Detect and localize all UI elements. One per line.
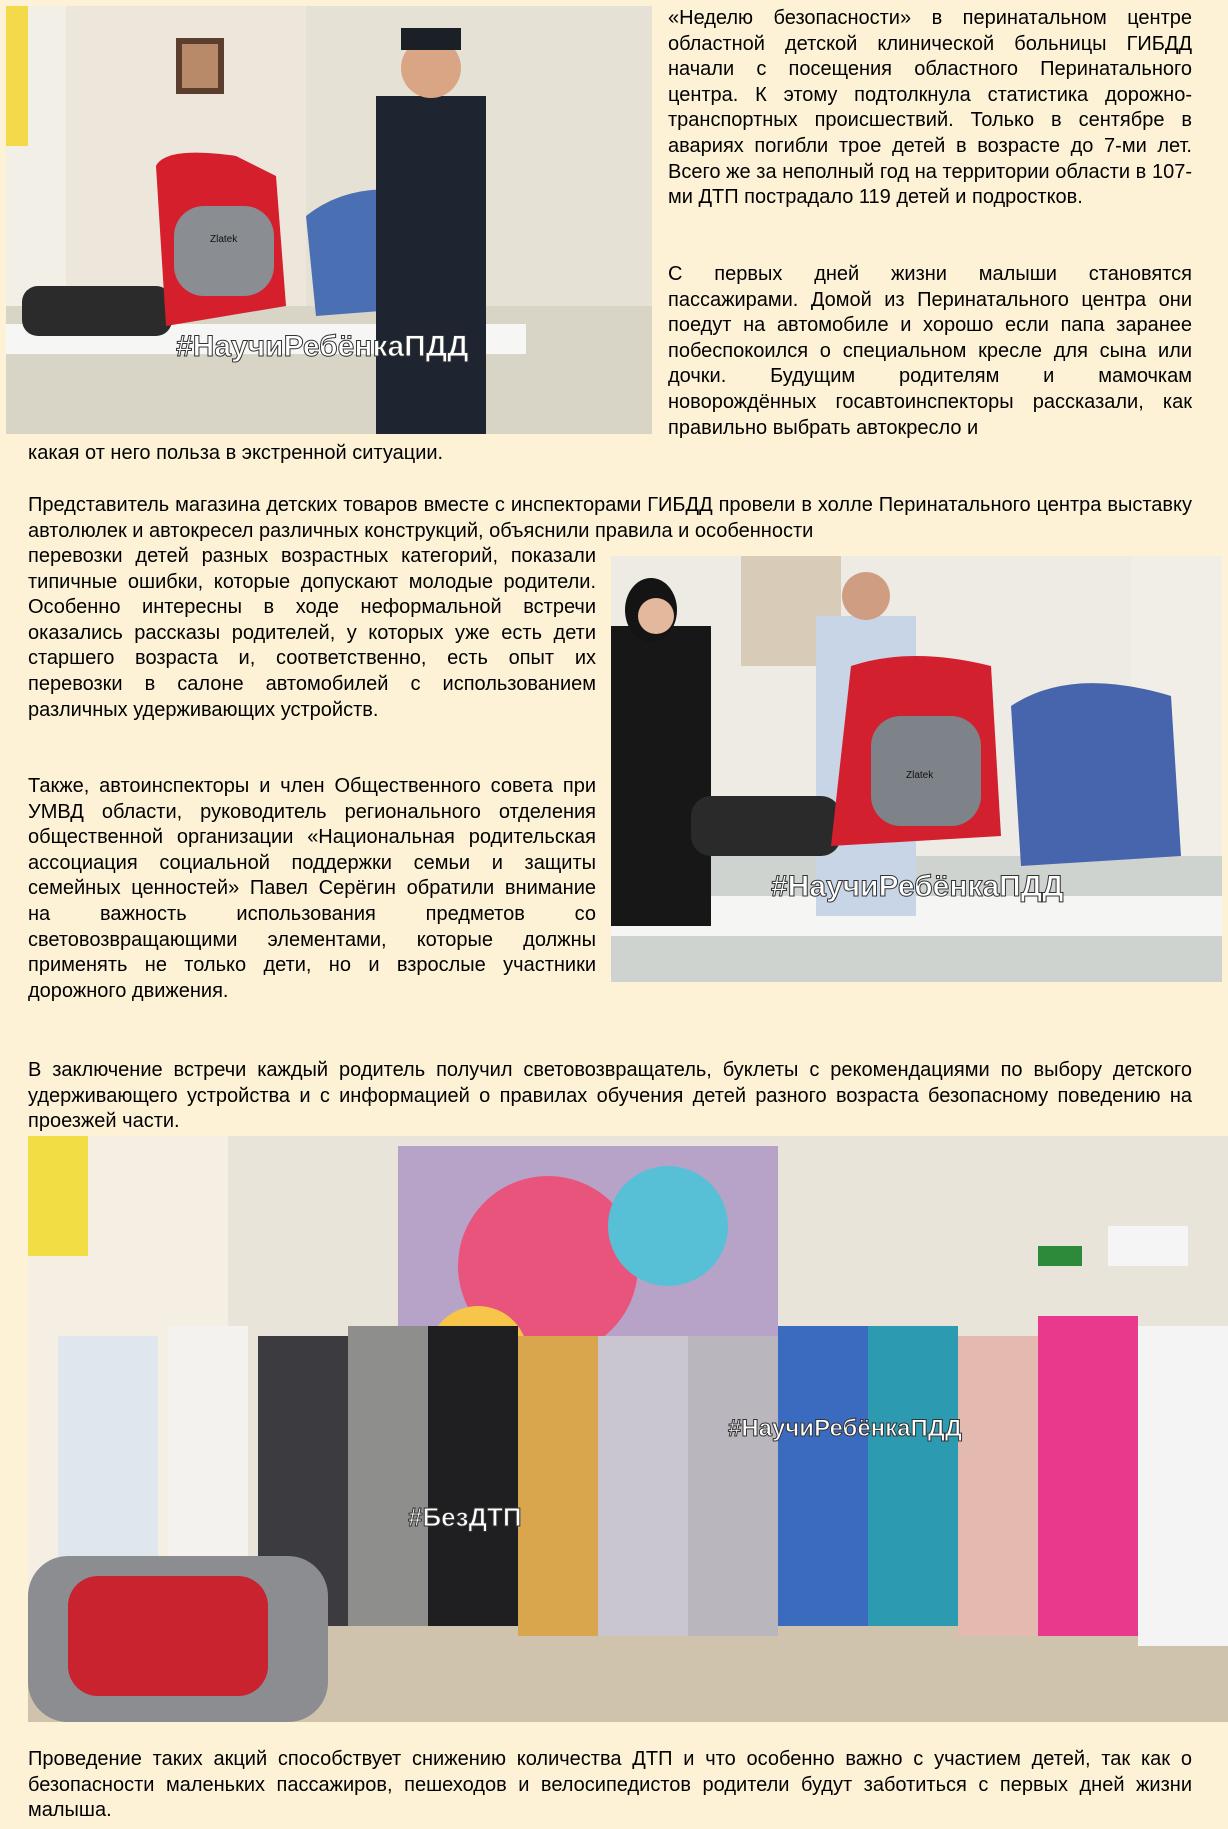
- brand-label: Zlatek: [210, 234, 238, 245]
- paragraph-week-of-safety: «Неделю безопасности» в перинатальном центре областной детской клинической больницы ГИБДД начали с посещения областного Перинатального центра. К этому подтолкнула статистика дорожно-транспортных происшествий. Только в сентябре в авариях погибли трое детей в возрасте до 7-ми лет. Всего же за неполный год на территории области в 107-ми ДТП пострадало 119 детей и подростков.: [668, 7, 1192, 209]
- hashtag-sign: #НаучиРебёнкаПДД: [728, 1415, 962, 1442]
- photo-officer-car-seats: [6, 6, 652, 434]
- photo-officer-car-seats-drawing: [6, 6, 652, 434]
- photo-group: [28, 1136, 1228, 1722]
- photo-exhibition-seats: [611, 556, 1222, 982]
- brand-label: Zlatek: [906, 770, 934, 781]
- photo-group-drawing: [28, 1136, 1228, 1722]
- paragraph-conclusion: В заключение встречи каждый родитель получил световозвращатель, буклеты с рекомендациями по выбору детского удерживающего устройства и с информацией о правилах обучения детей разного возраста безопасному поведению на проезжей части.: [28, 1059, 1192, 1133]
- paragraph-first-days-end: какая от него польза в экстренной ситуации.: [28, 442, 444, 464]
- paragraph-closing: Проведение таких акций способствует снижению количества ДТП и что особенно важно с участием детей, так как о безопасности маленьких пассажиров, пешеходов и велосипедистов родители будут заботиться с первых дней жизни малыша.: [28, 1748, 1192, 1822]
- photo-exhibition-seats-drawing: [611, 556, 1222, 982]
- paragraph-first-days: С первых дней жизни малыши становятся пассажирами. Домой из Перинатального центра они поедут на автомобиле и хорошо если папа заранее побеспокоился о специальном кресле для сына или дочки. Будущим родителям и мамочкам новорождённых госавтоинспекторы рассказали, как правильно выбрать автокресло и: [668, 263, 1192, 439]
- paragraph-exhibition: Представитель магазина детских товаров вместе с инспекторами ГИБДД провели в холле Перинатального центра выставку автолюлек и автокресел различных конструкций, объяснили правила и особенности: [28, 494, 1192, 542]
- paragraph-exhibition-cont: перевозки детей разных возрастных категорий, показали типичные ошибки, которые допускают молодые родители. Особенно интересны в ходе неформальной встречи оказались рассказы родителей, у которых уже есть дети старшего возраста и, соответственно, есть опыт их перевозки в салоне автомобилей с использованием различных удерживающих устройств.: [28, 545, 596, 721]
- hashtag-sign: #НаучиРебёнкаПДД: [771, 870, 1064, 903]
- paragraph-reflectors: Также, автоинспекторы и член Общественного совета при УМВД области, руководитель регионального отделения общественной организации «Национальная родительская ассоциация социальной поддержки семьи и защиты семейных ценностей» Павел Серёгин обратили внимание на важность использования предметов со световозвращающими элементами, которые должны применять не только дети, но и взрослые участники дорожного движения.: [28, 775, 596, 1002]
- hashtag-sign-bezdtp: #БезДТП: [408, 1502, 522, 1532]
- hashtag-sign: #НаучиРебёнкаПДД: [176, 330, 469, 363]
